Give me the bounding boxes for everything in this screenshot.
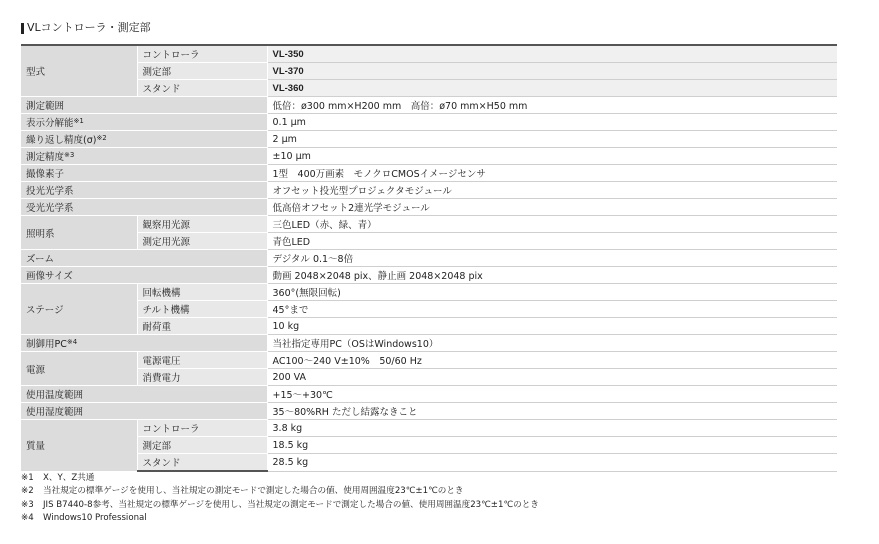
value-volt: AC100～240 V±10% 50/60 Hz xyxy=(267,352,837,369)
table-row xyxy=(21,352,837,369)
table-row xyxy=(21,114,837,131)
table-row xyxy=(21,131,837,148)
row-label-sensor: 撮像素子 xyxy=(21,165,267,182)
value-model-controller: VL-350 xyxy=(267,45,837,63)
footnote-text: X、Y、Z共通 xyxy=(43,473,95,483)
table-row xyxy=(21,165,837,182)
row-label-power: 電源 xyxy=(21,352,137,386)
footnote-mark: ※1 xyxy=(73,117,84,125)
sub-label-cons: 消費電力 xyxy=(137,369,267,386)
table-row xyxy=(21,97,837,114)
table-row xyxy=(21,216,837,233)
value-cons: 200 VA xyxy=(267,369,837,386)
sub-label-unit: 測定部 xyxy=(137,63,267,80)
table-row xyxy=(21,250,837,267)
footnote-mark: ※1 xyxy=(21,473,34,483)
sub-label-meas: 測定用光源 xyxy=(137,233,267,250)
row-label-pc xyxy=(21,335,267,352)
value-sensor: 1型 400万画素 モノクロCMOSイメージセンサ xyxy=(267,165,837,182)
footnote-text: Windows10 Professional xyxy=(43,513,147,524)
value-resolution: 0.1 μm xyxy=(267,114,837,131)
table-row xyxy=(21,403,837,420)
table-row xyxy=(21,284,837,301)
label-text: 繰り返し精度(σ) xyxy=(26,135,97,146)
row-label-temp: 使用温度範囲 xyxy=(21,386,267,403)
label-text: 測定精度 xyxy=(26,152,65,163)
row-label-recv: 受光光学系 xyxy=(21,199,267,216)
value-proj: オフセット投光型プロジェクタモジュール xyxy=(267,182,837,199)
footnote-mark: ※3 xyxy=(21,499,34,510)
label-text: 制御用PC xyxy=(26,339,67,350)
table-row xyxy=(21,301,837,318)
row-label-stage: ステージ xyxy=(21,284,137,335)
footnote xyxy=(21,485,539,498)
value-mass-controller: 3.8 kg xyxy=(267,420,837,437)
value-mass-unit: 18.5 kg xyxy=(267,437,837,454)
footnote-mark: ※4 xyxy=(21,513,34,524)
sub-label-tilt: チルト機構 xyxy=(137,301,267,318)
footnote-mark: ※2 xyxy=(96,134,107,142)
row-label-mass: 質量 xyxy=(21,420,137,472)
footnote-mark: ※2 xyxy=(21,486,34,497)
row-label-range: 測定範囲 xyxy=(21,97,267,114)
value-tilt: 45°まで xyxy=(267,301,837,318)
value-humid: 35～80%RH ただし結露なきこと xyxy=(267,403,837,420)
row-label-zoom: ズーム xyxy=(21,250,267,267)
footnote xyxy=(21,472,539,485)
value-recv: 低高倍オフセット2連光学モジュール xyxy=(267,199,837,216)
value-accuracy: ±10 μm xyxy=(267,148,837,165)
sub-label-controller: コントローラ xyxy=(137,45,267,63)
table-row xyxy=(21,45,837,63)
title-bar-marker xyxy=(21,23,24,34)
sub-label-rot: 回転機構 xyxy=(137,284,267,301)
table-row xyxy=(21,267,837,284)
value-obs-light: 三色LED（赤、緑、青） xyxy=(267,216,837,233)
footnotes xyxy=(21,472,539,526)
table-row xyxy=(21,335,837,352)
value-zoom: デジタル 0.1～8倍 xyxy=(267,250,837,267)
sub-label-mass-stand: スタンド xyxy=(137,454,267,472)
table-row xyxy=(21,437,837,454)
footnote xyxy=(21,499,539,512)
table-row xyxy=(21,182,837,199)
value-imgsize: 動画 2048×2048 pix、静止画 2048×2048 pix xyxy=(267,267,837,284)
footnote-mark: ※4 xyxy=(66,338,78,346)
value-range: 低倍：ø300 mm×H200 mm 高倍：ø70 mm×H50 mm xyxy=(267,97,837,114)
table-row xyxy=(21,63,837,80)
table-row xyxy=(21,233,837,250)
row-label-proj: 投光光学系 xyxy=(21,182,267,199)
footnote-text: JIS B7440-8参考、当社規定の標準ゲージを使用し、当社規定の測定モードで測定した場合の値、使用周囲温度23℃±1℃のとき xyxy=(43,499,539,510)
table-row xyxy=(21,318,837,335)
value-temp: +15～+30℃ xyxy=(267,386,837,403)
value-mass-stand: 28.5 kg xyxy=(267,454,837,472)
row-label-resolution xyxy=(21,114,267,131)
row-label-imgsize: 画像サイズ xyxy=(21,267,267,284)
row-label-repeat xyxy=(21,131,267,148)
value-meas-light: 青色LED xyxy=(267,233,837,250)
sub-label-obs: 観察用光源 xyxy=(137,216,267,233)
value-load: 10 kg xyxy=(267,318,837,335)
title-text: VLコントローラ・測定部 xyxy=(27,21,151,34)
value-rot: 360°(無限回転) xyxy=(267,284,837,301)
section-title xyxy=(21,21,151,35)
row-label-model: 型式 xyxy=(21,45,137,97)
table-row xyxy=(21,420,837,437)
row-label-accuracy xyxy=(21,148,267,165)
spec-table xyxy=(21,44,837,472)
sub-label-load: 耐荷重 xyxy=(137,318,267,335)
footnote xyxy=(21,512,539,525)
sub-label-volt: 電源電圧 xyxy=(137,352,267,369)
value-repeat: 2 μm xyxy=(267,131,837,148)
value-model-unit: VL-370 xyxy=(267,63,837,80)
table-row xyxy=(21,386,837,403)
value-pc: 当社指定専用PC（OSはWindows10） xyxy=(267,335,837,352)
footnote-text: 当社規定の標準ゲージを使用し、当社規定の測定モードで測定した場合の値、使用周囲温度23℃±1℃のとき xyxy=(43,486,464,497)
sub-label-mass-unit: 測定部 xyxy=(137,437,267,454)
table-row xyxy=(21,199,837,216)
table-row xyxy=(21,369,837,386)
footnote-mark: ※3 xyxy=(64,151,75,159)
table-row xyxy=(21,454,837,472)
label-text: 表示分解能 xyxy=(26,118,74,129)
sub-label-mass-controller: コントローラ xyxy=(137,420,267,437)
table-row xyxy=(21,148,837,165)
value-model-stand: VL-360 xyxy=(267,80,837,97)
row-label-humid: 使用湿度範囲 xyxy=(21,403,267,420)
table-row xyxy=(21,80,837,97)
row-label-light: 照明系 xyxy=(21,216,137,250)
sub-label-stand: スタンド xyxy=(137,80,267,97)
